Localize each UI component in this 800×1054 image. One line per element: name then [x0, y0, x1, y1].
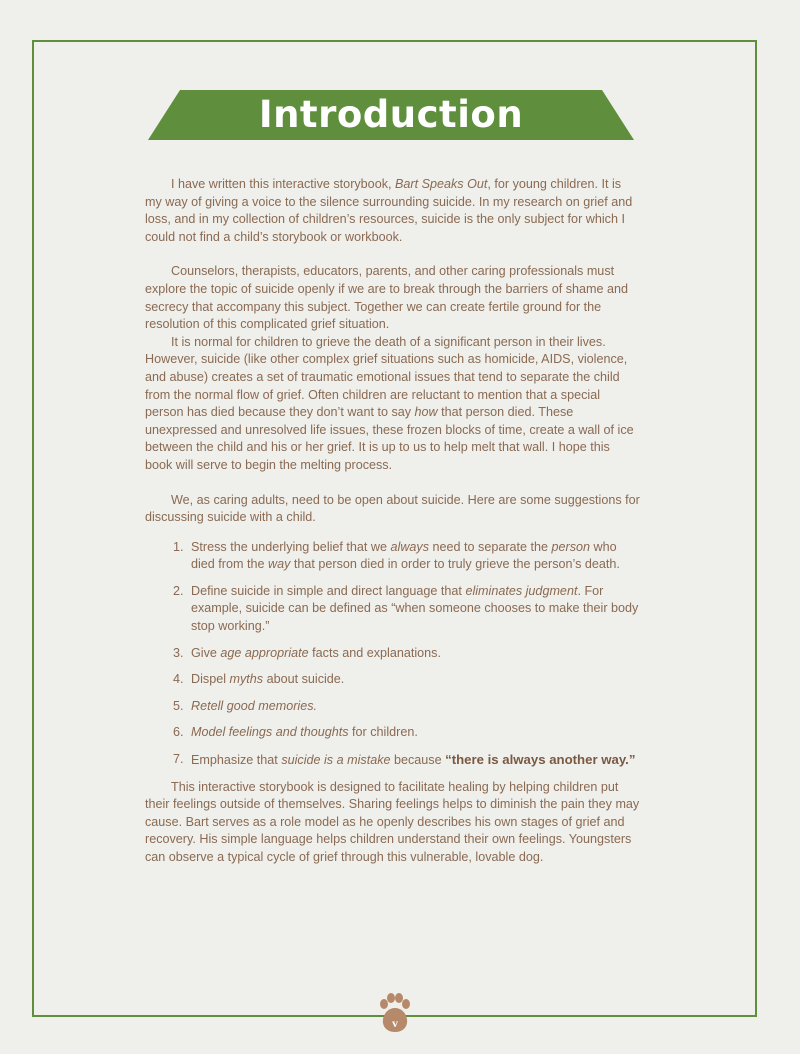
title-banner [148, 90, 634, 140]
paw-print-icon [375, 992, 415, 1036]
suggestion-list [145, 539, 640, 770]
list-item: 6. Model feelings and thoughts for children. [173, 725, 418, 740]
list-item: 1. Stress the underlying belief that we always need to separate the person who died from the way that person died in order to truly grieve the person’s death. [173, 539, 620, 572]
paragraph-1: I have written this interactive storybook, Bart Speaks Out, for young children. It is my way of giving a voice to the silence surrounding suicide. In my research on grief and loss, and in my collection of children’s resources, suicide is the only subject for which I could not find a child’s storybook or workbook. [145, 177, 633, 244]
page-number: v [392, 1016, 398, 1030]
list-item: 7. Emphasize that suicide is a mistake because “there is always another way.” [173, 752, 636, 768]
list-item: 3. Give age appropriate facts and explanations. [173, 645, 441, 660]
list-item: 2. Define suicide in simple and direct language that eliminates judgment. For example, suicide can be defined as “when someone chooses to make their body stop working.” [173, 583, 639, 634]
page-title: Introduction [258, 93, 524, 136]
body-text [145, 176, 640, 867]
list-item: 5. Retell good memories. [173, 698, 317, 713]
paragraph-3: It is normal for children to grieve the death of a significant person in their lives. However, suicide (like other complex grief situations such as homicide, AIDS, violence, and abuse) creates a set of traumatic emotional issues that tend to separate the child from the normal flow of grief. Often children are reluctant to mention that a special person has died because they don’t want to say how that person died. These unexpressed and unresolved life issues, these frozen blocks of time, create a wall of ice between the child and his or her grief. It is up to us to help melt that wall. I hope this book will serve to begin the melting process. [145, 334, 634, 472]
list-item: 4. Dispel myths about suicide. [173, 672, 345, 687]
paragraph-4: We, as caring adults, need to be open about suicide. Here are some suggestions for discussing suicide with a child. [145, 492, 640, 525]
paragraph-5: This interactive storybook is designed to facilitate healing by helping children put their feelings outside of themselves. Sharing feelings helps to diminish the pain they may cause. Bart serves as a role model as he openly describes his own stages of grief and recovery. His simple language helps children understand their own feelings. Youngsters can observe a typical cycle of grief through this vulnerable, lovable dog. [145, 779, 640, 864]
paragraph-2: Counselors, therapists, educators, parents, and other caring professionals must explore the topic of suicide openly if we are to break through the barriers of shame and secrecy that accompany this subject. Together we can create fertile ground for the resolution of this complicated grief situation. [145, 264, 629, 332]
